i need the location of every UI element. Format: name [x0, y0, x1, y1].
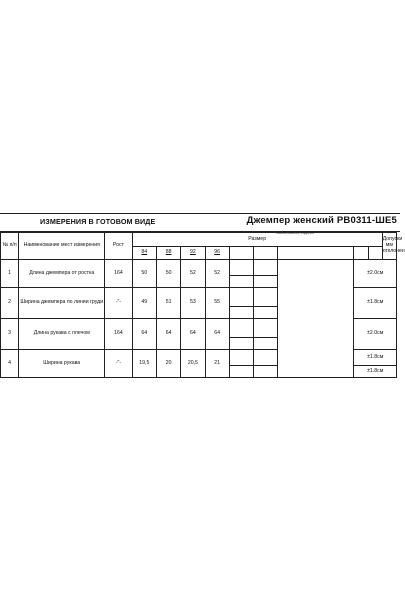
row-value: 20,5	[181, 350, 205, 378]
row-tolerance: ±2.0см	[354, 319, 397, 350]
row-value-empty	[254, 338, 278, 350]
row-value: 52	[181, 260, 205, 288]
size-header-empty	[229, 247, 253, 260]
row-name: Длина джемпера от ростка	[19, 260, 105, 288]
row-value-empty	[229, 338, 253, 350]
row-value: 64	[181, 319, 205, 350]
row-growth: -"-	[105, 288, 132, 319]
row-growth: 164	[105, 319, 132, 350]
row-tolerance: ±2.0см	[354, 260, 397, 288]
row-value: 50	[132, 260, 156, 288]
row-growth: 164	[105, 260, 132, 288]
row-tolerance: ±1.8см	[354, 288, 397, 319]
row-value-empty	[229, 276, 253, 288]
row-value-empty	[254, 260, 278, 276]
size-header-empty	[278, 247, 354, 260]
row-value: 49	[132, 288, 156, 319]
measurements-table	[0, 232, 405, 378]
table-row	[1, 260, 397, 276]
col-tolerance-header: Допуски мм отклонен	[382, 233, 396, 260]
row-value-empty	[254, 350, 278, 366]
extra-tolerance: ±1.8см	[354, 366, 397, 378]
col-growth-header: Рост	[105, 233, 132, 260]
row-value-empty	[229, 350, 253, 366]
size-header: 84	[132, 247, 156, 260]
row-value: 21	[205, 350, 229, 378]
size-header: 88	[156, 247, 180, 260]
row-value: 64	[205, 319, 229, 350]
row-value-empty	[254, 307, 278, 319]
row-value-empty	[229, 260, 253, 276]
row-value-empty	[229, 288, 253, 307]
row-name: Длина рукава с плечом	[19, 319, 105, 350]
row-value: 64	[156, 319, 180, 350]
size-header-empty	[368, 247, 382, 260]
row-value-empty	[229, 319, 253, 338]
row-value: 20	[156, 350, 180, 378]
row-value-empty	[229, 307, 253, 319]
row-name: Ширина рукава	[19, 350, 105, 378]
row-tolerance: ±1.8см	[354, 350, 397, 366]
row-value: 53	[181, 288, 205, 319]
col-size-header: Размер	[132, 233, 382, 247]
document-header	[0, 213, 400, 232]
size-header-empty	[354, 247, 368, 260]
size-header: 92	[181, 247, 205, 260]
row-value-empty	[254, 366, 278, 378]
row-value-empty	[254, 276, 278, 288]
row-value: 19,5	[132, 350, 156, 378]
row-value: 51	[156, 288, 180, 319]
row-name: Ширина джемпера по линии груди	[19, 288, 105, 319]
row-value-empty	[254, 288, 278, 307]
row-value: 52	[205, 260, 229, 288]
product-title: Джемпер женский РВ0311-ШЕ5	[246, 215, 397, 226]
row-value-empty	[254, 319, 278, 338]
row-value: 55	[205, 288, 229, 319]
row-value-empty	[229, 366, 253, 378]
col-name-header: Наименование мест измерения	[19, 233, 105, 260]
row-growth: -"-	[105, 350, 132, 378]
blank-area	[278, 260, 354, 378]
row-number: 3	[1, 319, 19, 350]
measurements-title: ИЗМЕРЕНИЯ В ГОТОВОМ ВИДЕ	[40, 217, 156, 226]
size-header: 96	[205, 247, 229, 260]
row-value: 64	[132, 319, 156, 350]
row-number: 1	[1, 260, 19, 288]
size-header-empty	[254, 247, 278, 260]
row-number: 2	[1, 288, 19, 319]
col-number-header: № п/п	[1, 233, 19, 260]
row-number: 4	[1, 350, 19, 378]
row-value: 50	[156, 260, 180, 288]
product-subtitle: Наименование изделия	[275, 231, 315, 235]
